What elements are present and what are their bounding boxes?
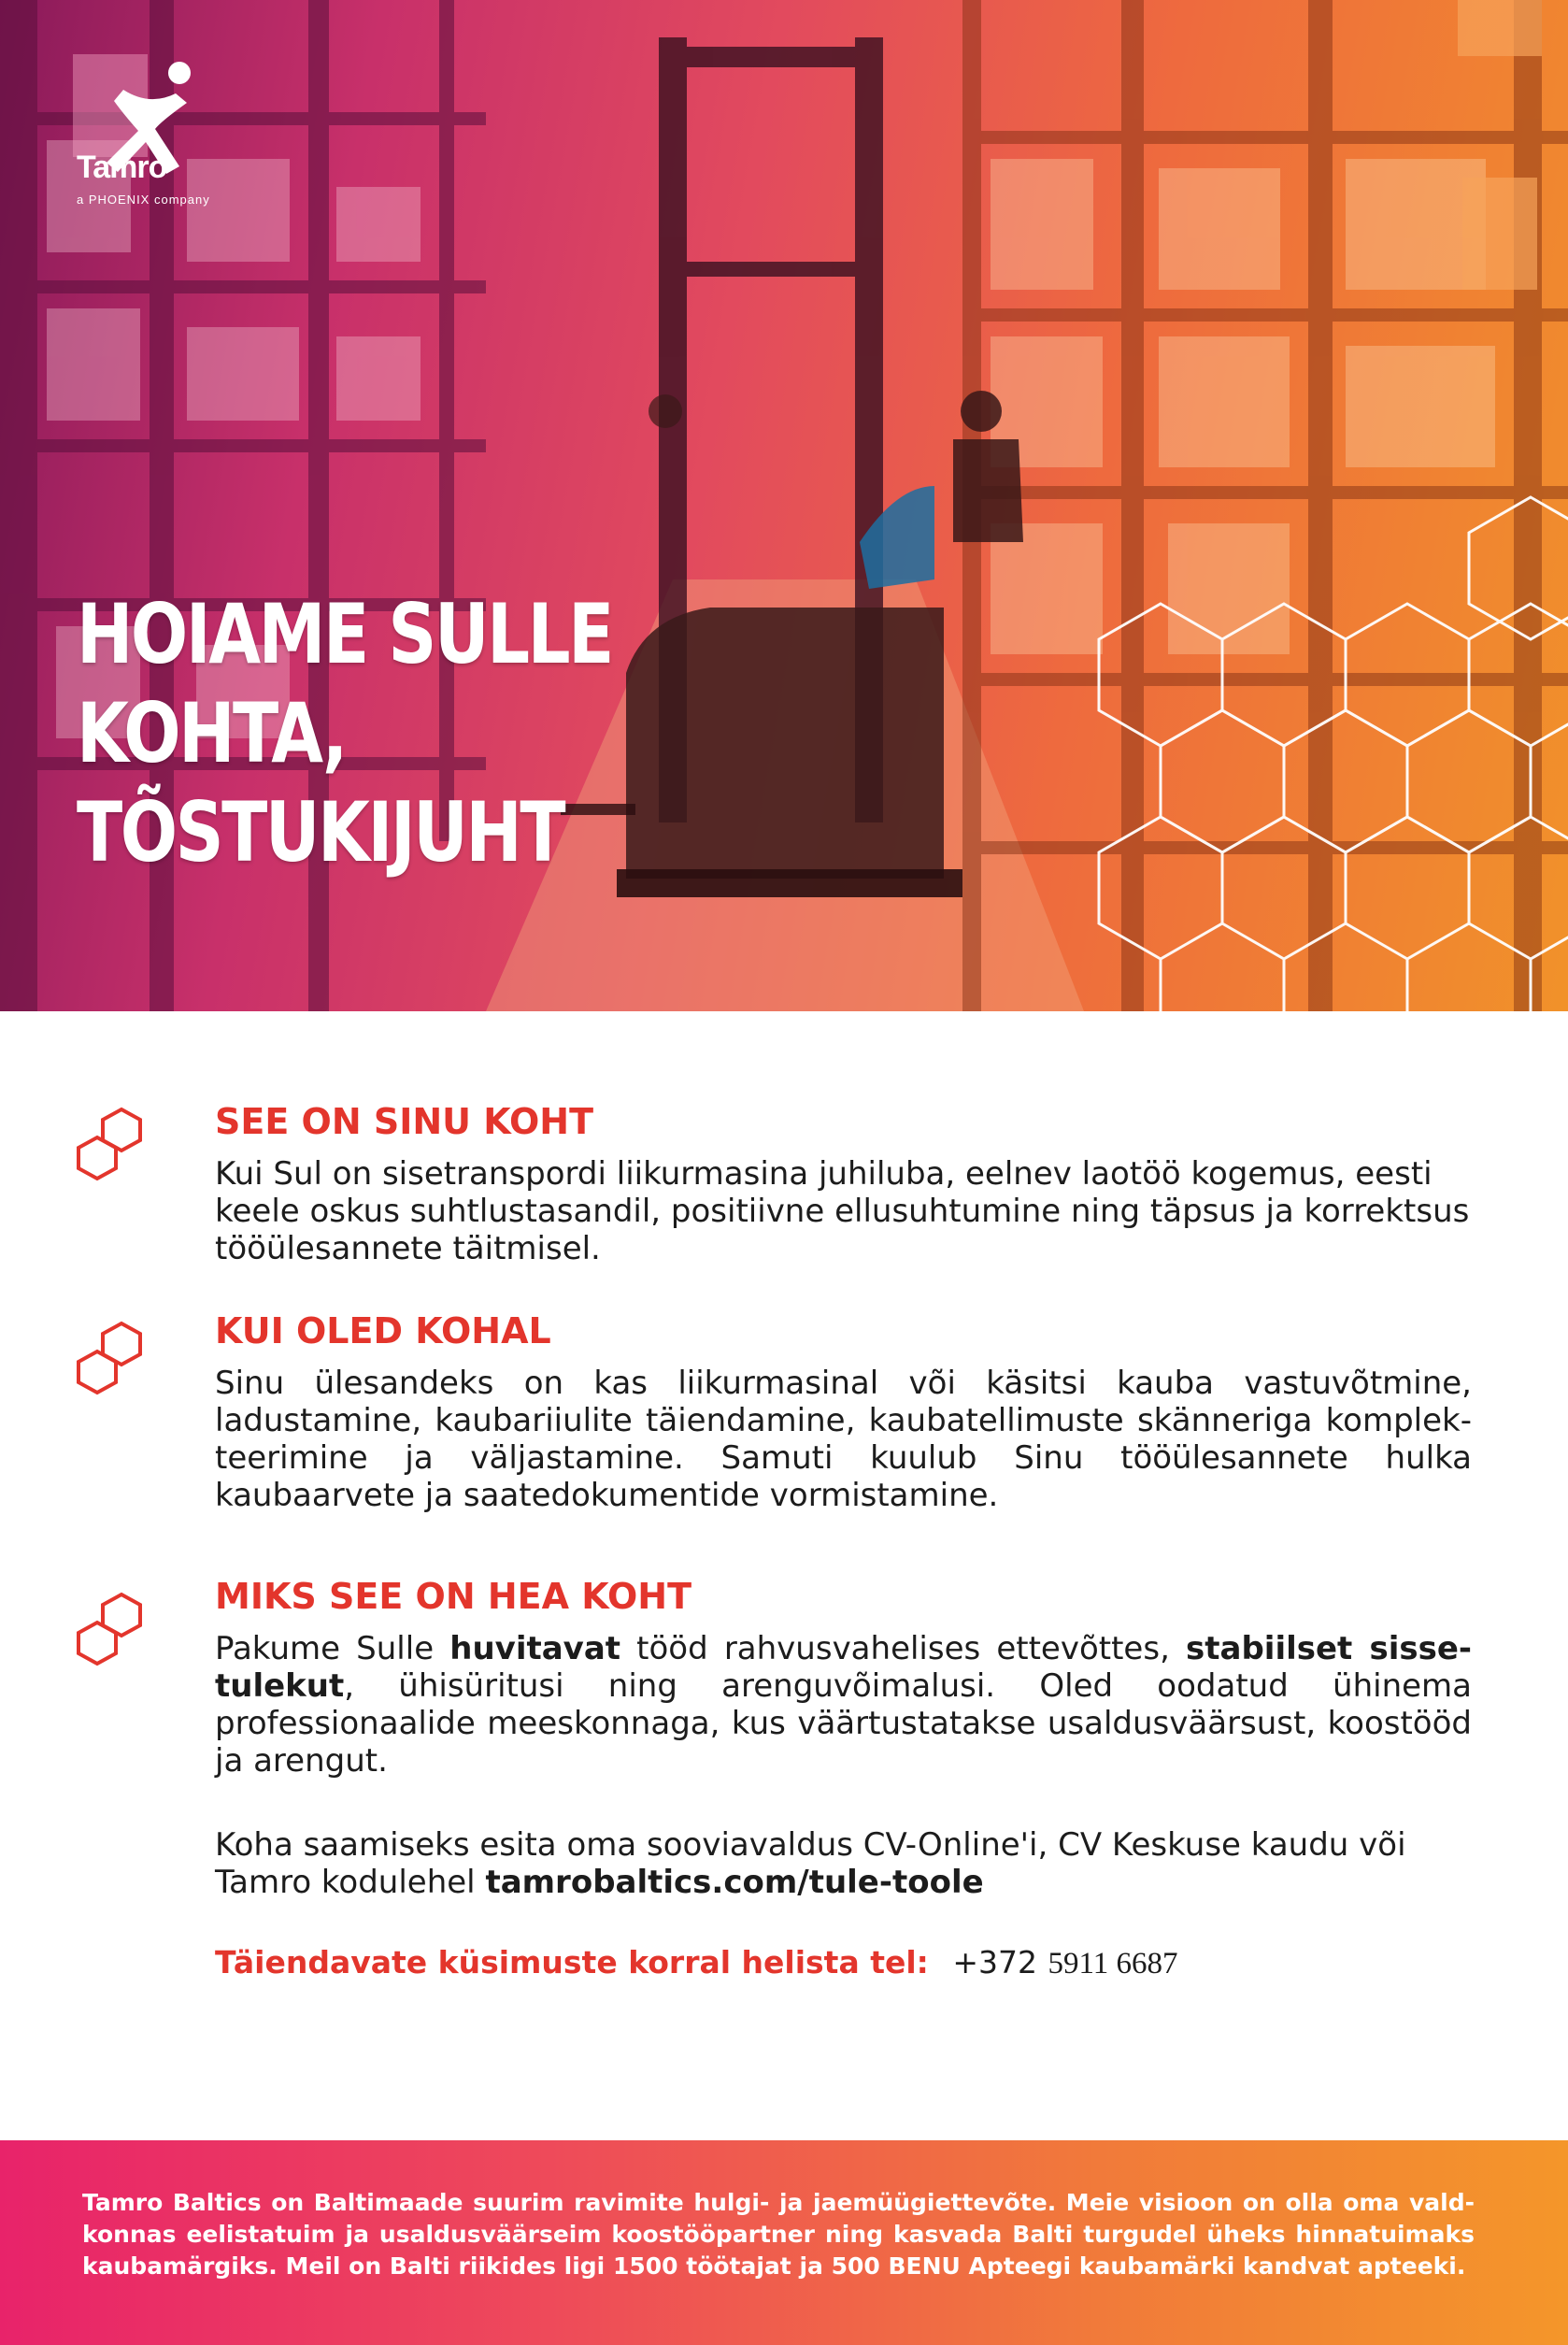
hexagon-cluster-icon [73, 1591, 146, 1667]
apply-instructions [215, 1826, 1472, 1901]
brand-tagline: a PHOENIX company [77, 193, 210, 207]
body-emphasis: huvitavat [449, 1630, 621, 1667]
phone-number[interactable]: 5911 6687 [1048, 1947, 1178, 1980]
page-title [77, 585, 628, 882]
body-text: tööd rahvusvahelises ettevõttes, [620, 1630, 1187, 1667]
section-title-miks-see-on-hea-koht: MIKS SEE ON HEA KOHT [215, 1576, 692, 1617]
section-body-see-on-sinu-koht: Kui Sul on sisetranspordi liikurmasina juhiluba, eelnev laotöö kogemus, eesti keele oskus suhtlustasandil, positiivne ellusuhtumine ning täpsus ja korrektsus tööülesannete täitmisel. [215, 1155, 1470, 1267]
footer-banner [0, 2140, 1568, 2345]
hexagon-cluster-icon [73, 1320, 146, 1396]
apply-text: Koha saamiseks esita oma sooviavaldus CV-Online'i, CV Keskuse kaudu või Tamro kodulehel [215, 1826, 1406, 1901]
body-text: , ühisüritusi ning arenguvõimalusi. Oled oodatud ühinema professionaalide meeskonnaga, kus väärtustatakse usaldusväärsust, koostööd ja arengut. [215, 1667, 1472, 1780]
hexagon-cluster-icon [73, 1106, 146, 1182]
headline-line-1: HOIAME SULLE [77, 586, 612, 682]
apply-link[interactable]: tamrobaltics.com/tule-toole [485, 1864, 984, 1901]
headline-line-2: KOHTA, [77, 685, 346, 781]
hero-banner [0, 0, 1568, 1011]
section-body-kui-oled-kohal: Sinu ülesandeks on kas liikurmasinal või käsitsi kauba vastuvõtmine, ladustamine, kaubariiulite täiendamine, kaubatellimuste skänneriga komplekteerimine ja väljastamine. Samuti kuulub Sinu tööülesannete hulka kaubaarvete ja saatedokumentide vormistamine. [215, 1365, 1472, 1514]
footer-text: Tamro Baltics on Baltimaade suurim ravimite hulgi- ja jaemüügiettevõte. Meie visioon on olla oma valdkonnas eelistatuim ja usaldusväärseim koostööpartner ning kasvada Balti turgudel üheks hinnatuimaks kaubamärgiks. Meil on Balti riikides ligi 1500 töötajat ja 500 BENU Apteegi kaubamärki kandvat apteeki. [82, 2189, 1475, 2280]
contact-label: Täiendavate küsimuste korral helista tel: [215, 1944, 929, 1980]
body-emphasis: stabiilset sissetulekut [215, 1630, 1473, 1705]
section-title-kui-oled-kohal: KUI OLED KOHAL [215, 1310, 551, 1351]
section-body-miks-see-on-hea-koht [215, 1630, 1472, 1780]
contact-line [215, 1944, 1178, 1981]
section-title-see-on-sinu-koht: SEE ON SINU KOHT [215, 1101, 594, 1142]
phone-prefix: +372 [952, 1944, 1038, 1980]
brand-name: Tamro [77, 150, 167, 185]
body-text: Pakume Sulle [215, 1630, 450, 1667]
headline-line-3: TÕSTUKIJUHT [77, 784, 564, 880]
